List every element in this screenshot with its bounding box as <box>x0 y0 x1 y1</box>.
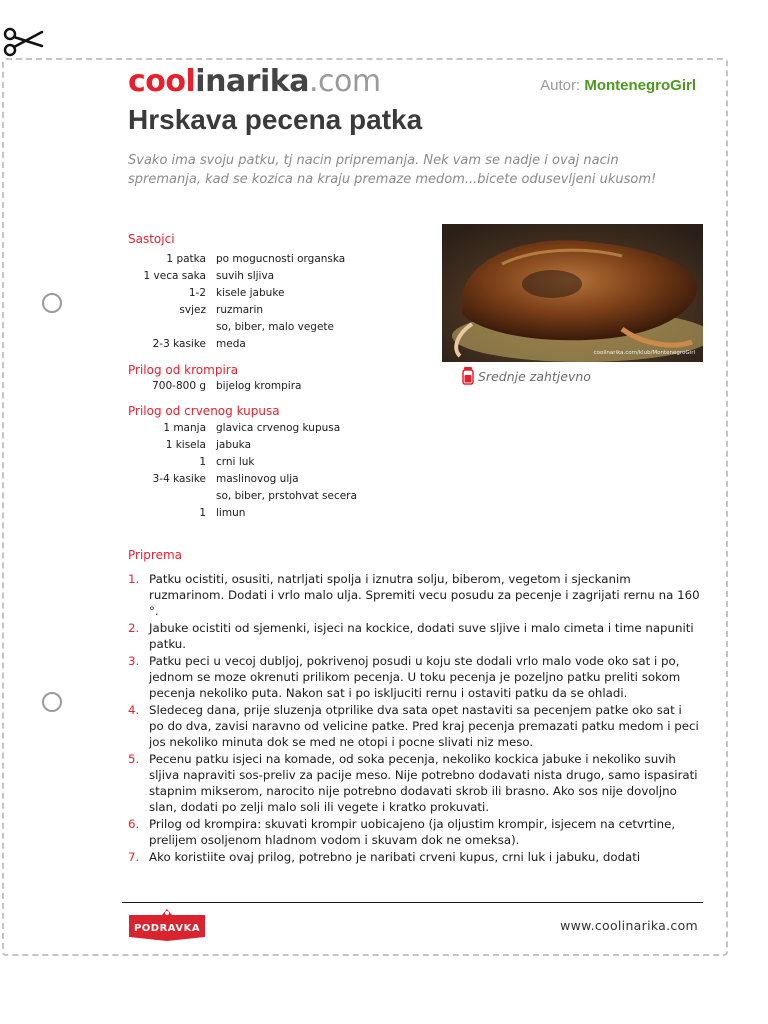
author-name-link[interactable]: MontenegroGirl <box>584 77 696 94</box>
step-text: Pecenu patku isjeci na komade, od soka pecenja, nekoliko kockica jabuke i nekoliko suvih sljiva napraviti sos-preliv za pacije meso. Nije potrebno dodavati nista drugo, samo ispasirati stapnim mikserom, narocito nije potrebno dodavati skrob ili brasno. Ako sos nije dovoljno slan, dodati po zelji malo soli ili vegete i kratko prokuvati. <box>149 752 698 814</box>
ingredient-name: crni luk <box>216 456 255 468</box>
ingredient-name: bijelog krompira <box>216 380 302 392</box>
ingredient-qty: 1 patka <box>166 253 206 265</box>
ingredient-name: suvih sljiva <box>216 270 275 282</box>
step-item <box>128 702 700 750</box>
ingredient-qty: 1 <box>199 507 206 519</box>
ingredient-name: jabuka <box>216 439 252 451</box>
preparation-steps <box>128 571 700 866</box>
side-potato-heading: Prilog od krompira <box>128 363 239 377</box>
step-number: 4. <box>128 703 140 717</box>
ingredient-qty: 3-4 kasike <box>152 473 206 485</box>
ingredient-qty: 1 <box>199 456 206 468</box>
footer-divider <box>122 902 703 903</box>
ingredients-list <box>128 251 428 353</box>
ingredient-row <box>128 251 428 268</box>
ingredient-qty: 1 kisela <box>165 439 206 451</box>
recipe-title: Hrskava pecena patka <box>128 104 423 135</box>
step-item <box>128 849 700 865</box>
step-item <box>128 620 700 652</box>
ingredient-name: so, biber, prstohvat secera <box>216 490 357 502</box>
step-item <box>128 751 700 815</box>
ingredient-qty: 1 manja <box>163 422 206 434</box>
coolinarika-logo[interactable] <box>128 64 381 100</box>
punch-hole-icon <box>42 692 62 712</box>
ingredient-row <box>128 505 428 522</box>
step-text: Patku peci u vecoj dubljoj, pokrivenoj posudi u koju ste dodali vrlo malo vode oko sat i po, jednom se moze okrenuti prilikom pecenja. U toku pecenja je pozeljno patku preliti sokom pecenja nekoliko puta. Nakon sat i po iskljuciti rernu i ostaviti patku da se ohladi. <box>149 654 681 700</box>
step-text: Jabuke ocistiti od sjemenki, isjeci na kockice, dodati suve sljive i malo cimeta i time napuniti patku. <box>149 621 694 651</box>
ingredient-row <box>128 302 428 319</box>
ingredient-name: glavica crvenog kupusa <box>216 422 341 434</box>
ingredient-row <box>128 420 428 437</box>
preparation-heading: Priprema <box>128 548 183 562</box>
step-number: 1. <box>128 572 140 586</box>
ingredient-qty: 1 veca saka <box>143 270 206 282</box>
side-cabbage-heading: Prilog od crvenog kupusa <box>128 404 280 418</box>
step-number: 6. <box>128 817 140 831</box>
logo-part-cool: cool <box>128 64 196 99</box>
ingredient-name: so, biber, malo vegete <box>216 321 334 333</box>
podravka-logo[interactable] <box>126 909 208 943</box>
ingredient-row <box>128 285 428 302</box>
author-label: Autor: <box>540 77 581 94</box>
step-text: Patku ocistiti, osusiti, natrljati spolja i iznutra solju, biberom, vegetom i sjeckanim ruzmarinom. Dodati i vrlo malo ulja. Spremiti vecu posudu za pecenje i zagrijati rernu na 160 °. <box>149 572 700 618</box>
ingredient-row <box>128 454 428 471</box>
step-number: 2. <box>128 621 140 635</box>
ingredient-row <box>128 488 428 505</box>
ingredient-qty: 1-2 <box>188 287 206 299</box>
ingredient-row <box>128 437 428 454</box>
ingredient-qty: svjez <box>179 304 206 316</box>
step-item <box>128 653 700 701</box>
ingredient-row <box>128 378 428 395</box>
ingredients-heading: Sastojci <box>128 232 175 246</box>
side-cabbage-list <box>128 420 428 522</box>
logo-part-domain: .com <box>308 64 381 99</box>
difficulty-label: Srednje zahtjevno <box>478 369 591 384</box>
ingredient-name: maslinovog ulja <box>216 473 299 485</box>
step-item <box>128 816 700 848</box>
ingredient-row <box>128 471 428 488</box>
step-number: 3. <box>128 654 140 668</box>
step-text: Ako koristiite ovaj prilog, potrebno je naribati crveni kupus, crni luk i jabuku, dodati <box>149 850 641 864</box>
roast-duck-illustration <box>442 224 703 362</box>
photo-credit: coolinarika.com/klub/MontenegroGirl <box>593 350 695 356</box>
ingredient-name: kisele jabuke <box>216 287 285 299</box>
ingredient-name: po mogucnosti organska <box>216 253 346 265</box>
step-item <box>128 571 700 619</box>
ingredient-name: limun <box>216 507 246 519</box>
step-text: Prilog od krompira: skuvati krompir uobicajeno (ja oljustim krompir, isjecem na cetvrtine, prelijem osoljenom hladnom vodom i skuvam dok ne omeksa). <box>149 817 676 847</box>
ingredient-qty: 2-3 kasike <box>152 338 206 350</box>
punch-hole-icon <box>42 293 62 313</box>
logo-part-inarika: inarika <box>195 64 309 99</box>
step-number: 5. <box>128 752 140 766</box>
ingredient-row <box>128 268 428 285</box>
difficulty-pot-icon <box>462 367 474 385</box>
recipe-photo[interactable] <box>442 224 703 362</box>
author-line <box>540 77 696 94</box>
difficulty-indicator <box>462 367 591 385</box>
step-number: 7. <box>128 850 140 864</box>
ingredient-name: ruzmarin <box>216 304 264 316</box>
side-potato-list <box>128 378 428 395</box>
ingredient-row <box>128 319 428 336</box>
step-text: Sledeceg dana, prije sluzenja otprilike dva sata opet nastaviti sa pecenjem patke oko sat i po do dva, zavisi naravno od velicine patke. Pred kraj pecenja premazati patku medom i peci jos nekoliko minuta dok se med ne otopi i pocne slivati niz meso. <box>149 703 699 749</box>
scissors-icon <box>2 26 44 58</box>
website-link[interactable]: www.coolinarika.com <box>560 918 698 933</box>
ingredient-qty: 700-800 g <box>152 380 206 392</box>
recipe-intro: Svako ima svoju patku, tj nacin pripremanja. Nek vam se nadje i ovaj nacin spremanja, kad se kozica na kraju premaze medom...bicete odusevljeni ukusom! <box>128 153 657 187</box>
ingredient-name: meda <box>216 338 246 350</box>
ingredient-row <box>128 336 428 353</box>
podravka-wordmark: PODRAVKA <box>133 923 201 934</box>
